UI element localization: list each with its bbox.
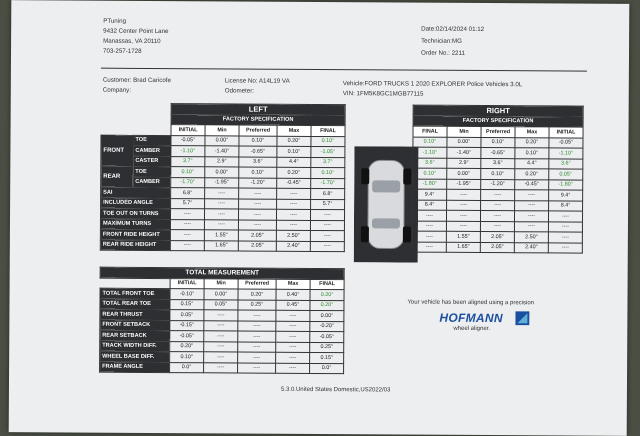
car-top-view-icon	[354, 146, 419, 262]
customer-name: Customer: Brad Caricofe	[102, 76, 171, 85]
table-cell: 1.65"	[446, 242, 480, 253]
table-cell: 8.4°	[413, 200, 447, 211]
table-cell: ----	[446, 221, 480, 232]
row-label: FRONT SETBACK	[100, 320, 170, 331]
table-cell: -0.15°	[170, 320, 204, 331]
table-cell: 0.25"	[310, 342, 344, 353]
table-cell: -0.45°	[277, 178, 311, 189]
table-cell: ----	[481, 200, 515, 211]
license-number: License No: A14L19 VA	[224, 77, 290, 85]
table-cell: -1.20°	[239, 178, 277, 189]
hofmann-logo	[439, 309, 535, 328]
table-cell: 0.10°	[413, 168, 447, 179]
row-label: CAMBER	[133, 177, 171, 188]
table-cell: 0.20°	[515, 169, 549, 180]
table-cell: ----	[238, 209, 276, 220]
total-measurement-table	[99, 267, 345, 374]
alignment-report-sheet	[9, 0, 630, 436]
col-header: INITIAL	[171, 125, 205, 136]
table-cell: ----	[514, 221, 548, 232]
table-cell: ----	[239, 199, 277, 210]
table-cell: 0.20°	[310, 289, 344, 300]
table-cell: 0.15°	[170, 299, 204, 310]
row-label: TOTAL REAR TOE	[100, 299, 170, 310]
table-cell: ----	[204, 341, 238, 352]
table-cell: 0.20°	[515, 137, 549, 148]
table-cell: 2.05"	[480, 231, 514, 242]
table-cell: ----	[276, 220, 310, 231]
table-cell: 0.10°	[481, 137, 515, 148]
header-divider	[101, 68, 587, 72]
table-cell: 0.00°	[204, 289, 238, 300]
table-cell: ----	[204, 362, 238, 373]
table-cell: ----	[170, 240, 204, 251]
table-cell: ----	[170, 209, 204, 220]
brand-name: HOFMANN	[439, 310, 503, 326]
col-header: Min	[447, 126, 481, 137]
table-cell: 5.7°	[311, 199, 345, 210]
table-cell: 0.10°	[413, 137, 447, 148]
col-header: Preferred	[239, 125, 277, 136]
table-cell: 0.20°	[277, 167, 311, 178]
table-cell: 0.10"	[170, 352, 204, 363]
table-cell: ----	[310, 220, 344, 231]
table-cell: ----	[446, 210, 480, 221]
table-cell: ----	[238, 220, 276, 231]
right-factory-spec: FACTORY SPECIFICATION	[413, 116, 583, 128]
table-cell: 0.00°	[447, 168, 481, 179]
table-cell: ----	[204, 310, 238, 321]
group-rear: REAR	[101, 166, 133, 187]
row-label: MAXIMUM TURNS	[100, 219, 170, 230]
table-cell: ----	[276, 352, 310, 363]
table-cell: 0.20°	[277, 136, 311, 147]
table-cell: -0.05°	[170, 331, 204, 342]
table-cell: ----	[548, 221, 582, 232]
table-cell: -1.70°	[311, 178, 345, 189]
table-cell: ----	[238, 310, 276, 321]
promo-text-2: wheel aligner.	[453, 325, 491, 333]
table-cell: ----	[204, 352, 238, 363]
table-cell: ----	[170, 230, 204, 241]
order-number: Order No.: 2211	[420, 49, 465, 57]
hofmann-mark-icon	[515, 311, 529, 325]
row-label: CASTER	[133, 156, 171, 167]
table-cell: 6.8°	[311, 188, 345, 199]
table-cell: ----	[548, 232, 582, 243]
table-cell: -1.40°	[205, 146, 239, 157]
table-cell: 2.05"	[238, 241, 276, 252]
table-cell: -1.20°	[481, 179, 515, 190]
table-cell: -0.20°	[310, 321, 344, 332]
table-cell: 0.00°	[447, 137, 481, 148]
table-cell: 3.6°	[239, 157, 277, 168]
table-cell: -0.65°	[239, 146, 277, 157]
col-header: FINAL	[311, 125, 345, 136]
total-title: TOTAL MEASUREMENT	[100, 267, 344, 279]
table-cell: ----	[548, 242, 582, 253]
left-title: LEFT	[171, 104, 345, 116]
table-cell: 2.05"	[238, 230, 276, 241]
promo-text: Your vehicle has been aligned using a precision	[407, 299, 535, 307]
row-label: TOE	[133, 135, 171, 146]
table-cell: 0.10°	[239, 167, 277, 178]
col-header: INITIAL	[170, 278, 204, 289]
table-cell: 0.10°	[481, 168, 515, 179]
table-cell: ----	[310, 209, 344, 220]
odometer: Odometer:	[224, 87, 255, 95]
table-cell: 0.00°	[205, 167, 239, 178]
table-cell: ----	[412, 221, 446, 232]
table-cell: ----	[276, 363, 310, 374]
table-cell: 0.00°	[310, 310, 344, 321]
right-alignment-table	[412, 105, 584, 254]
table-cell: 1.55"	[446, 231, 480, 242]
table-cell: 1.65"	[204, 240, 238, 251]
software-version: 5.3.0.United States Domestic,US2022/03	[280, 386, 391, 394]
table-cell: ----	[204, 331, 238, 342]
table-cell: ----	[310, 241, 344, 252]
table-cell: -0.05°	[549, 137, 583, 148]
col-header: Max	[276, 279, 310, 290]
table-cell: ----	[447, 189, 481, 200]
table-cell: ----	[447, 200, 481, 211]
table-cell: 2.40"	[514, 242, 548, 253]
table-cell: -0.05°	[310, 331, 344, 342]
row-label: REAR THRUST	[100, 309, 170, 320]
table-cell: 2.05"	[480, 242, 514, 253]
table-cell: 3.6°	[413, 158, 447, 169]
table-cell: -0.10°	[170, 289, 204, 300]
col-header: Max	[277, 125, 311, 136]
table-cell: -1.80°	[549, 179, 583, 190]
col-header: Min	[204, 278, 238, 289]
row-label: INCLUDED ANGLE	[101, 198, 171, 209]
table-cell: 0.00°	[205, 135, 239, 146]
table-cell: 3.7°	[311, 157, 345, 168]
table-cell: -0.65°	[481, 147, 515, 158]
table-cell: 5.7°	[171, 198, 205, 209]
company: Company:	[102, 86, 132, 94]
table-cell: 0.20°	[238, 289, 276, 300]
table-cell: 3.6°	[549, 158, 583, 169]
table-cell: ----	[514, 211, 548, 222]
table-cell: ----	[515, 200, 549, 211]
table-cell: 3.6°	[481, 158, 515, 169]
table-cell: ----	[170, 219, 204, 230]
table-cell: 0.05°	[549, 169, 583, 180]
table-cell: 8.4°	[549, 200, 583, 211]
table-cell: 2.40"	[276, 241, 310, 252]
table-cell: -1.95°	[447, 179, 481, 190]
table-cell: ----	[412, 210, 446, 221]
row-label: CAMBER	[133, 145, 171, 156]
col-header: Preferred	[238, 279, 276, 290]
col-header: Preferred	[481, 126, 515, 137]
table-cell: ----	[238, 352, 276, 363]
table-cell: ----	[276, 331, 310, 342]
table-cell: 0.0°	[310, 363, 344, 374]
technician: Technician:MG	[421, 37, 463, 45]
table-cell: 9.4°	[413, 189, 447, 200]
table-cell: 1.55"	[204, 230, 238, 241]
table-cell: ----	[238, 363, 276, 374]
shop-city: Manassas, VA 20110	[103, 37, 161, 46]
row-label: SAI	[101, 187, 171, 198]
col-header: FINAL	[413, 126, 447, 137]
row-label: REAR RIDE HEIGHT	[100, 240, 170, 251]
table-cell: 0.15"	[310, 352, 344, 363]
table-cell: 0.20°	[310, 300, 344, 311]
table-cell: ----	[277, 199, 311, 210]
col-header: Min	[205, 125, 239, 136]
table-cell: 0.20"	[170, 341, 204, 352]
table-cell: ----	[276, 209, 310, 220]
left-alignment-table	[100, 103, 346, 252]
table-cell: 3.7°	[171, 156, 205, 167]
table-cell: ----	[238, 331, 276, 342]
row-label: TOE	[133, 166, 171, 177]
shop-phone: 703-257-1728	[102, 47, 142, 55]
row-label: REAR SETBACK	[100, 330, 170, 341]
table-cell: -1.40°	[447, 147, 481, 158]
table-cell: ----	[239, 188, 277, 199]
table-cell: ----	[480, 210, 514, 221]
table-cell: 0.05°	[204, 299, 238, 310]
col-header: Max	[515, 127, 549, 138]
table-cell: ----	[480, 221, 514, 232]
table-cell: -1.05°	[311, 146, 345, 157]
table-cell: -1.10°	[171, 146, 205, 157]
table-cell: ----	[238, 321, 276, 332]
table-cell: 4.4°	[277, 157, 311, 168]
table-cell: 2.9°	[447, 158, 481, 169]
table-cell: 0.25°	[238, 300, 276, 311]
shop-name: PTuning	[103, 17, 127, 25]
table-cell: -1.70°	[171, 177, 205, 188]
table-cell: ----	[548, 211, 582, 222]
table-cell: -1.80°	[413, 179, 447, 190]
table-cell: -0.45°	[515, 179, 549, 190]
table-cell: ----	[276, 342, 310, 353]
row-label: TOE OUT ON TURNS	[100, 208, 170, 219]
left-factory-spec: FACTORY SPECIFICATION	[171, 114, 345, 126]
table-cell: ----	[204, 320, 238, 331]
table-cell: 0.05°	[170, 310, 204, 321]
vin: VIN: 1FM5K8GC1MGB77115	[342, 90, 424, 98]
table-cell: -0.05°	[171, 135, 205, 146]
row-label: FRAME ANGLE	[100, 362, 170, 373]
table-cell: ----	[481, 189, 515, 200]
table-cell: 0.0°	[170, 362, 204, 373]
table-cell: 0.45°	[276, 300, 310, 311]
table-cell: ----	[277, 188, 311, 199]
table-cell: ----	[515, 190, 549, 201]
row-label: WHEEL BASE DIFF.	[100, 351, 170, 362]
table-cell: ----	[276, 321, 310, 332]
table-cell: -1.10°	[549, 148, 583, 159]
table-cell: 0.10°	[171, 167, 205, 178]
vehicle: Vehicle:FORD TRUCKS 1 2020 EXPLORER Police Vehicles 3.0L	[342, 80, 523, 89]
table-cell: -1.95°	[205, 177, 239, 188]
table-cell: 0.10°	[277, 146, 311, 157]
table-cell: ----	[238, 342, 276, 353]
table-cell: 9.4°	[549, 190, 583, 201]
table-cell: 0.10°	[311, 136, 345, 147]
table-cell: 0.40°	[276, 289, 310, 300]
table-cell: ----	[412, 242, 446, 253]
row-label: TRACK WIDTH DIFF.	[100, 341, 170, 352]
table-cell: 4.4°	[515, 158, 549, 169]
col-header: INITIAL	[549, 127, 583, 138]
report-date: Date:02/14/2024 01:12	[421, 25, 485, 34]
right-title: RIGHT	[413, 105, 583, 117]
table-cell: ----	[204, 219, 238, 230]
col-header: FINAL	[310, 279, 344, 290]
table-cell: -1.10°	[413, 147, 447, 158]
table-cell: 2.50"	[276, 230, 310, 241]
table-cell: ----	[310, 230, 344, 241]
group-front: FRONT	[101, 135, 133, 167]
table-cell: 2.50"	[514, 232, 548, 243]
table-cell: 0.10°	[239, 136, 277, 147]
table-cell: 0.10°	[311, 167, 345, 178]
shop-address: 9432 Center Point Lane	[103, 27, 169, 36]
table-cell: 2.9°	[205, 156, 239, 167]
row-label: TOTAL FRONT TOE	[100, 288, 170, 299]
table-cell: ----	[205, 198, 239, 209]
table-cell: ----	[205, 188, 239, 199]
table-cell: ----	[276, 310, 310, 321]
row-label: FRONT RIDE HEIGHT	[100, 229, 170, 240]
table-cell: ----	[412, 231, 446, 242]
table-cell: ----	[204, 209, 238, 220]
table-cell: 0.10°	[515, 148, 549, 159]
table-cell: 6.8°	[171, 188, 205, 199]
